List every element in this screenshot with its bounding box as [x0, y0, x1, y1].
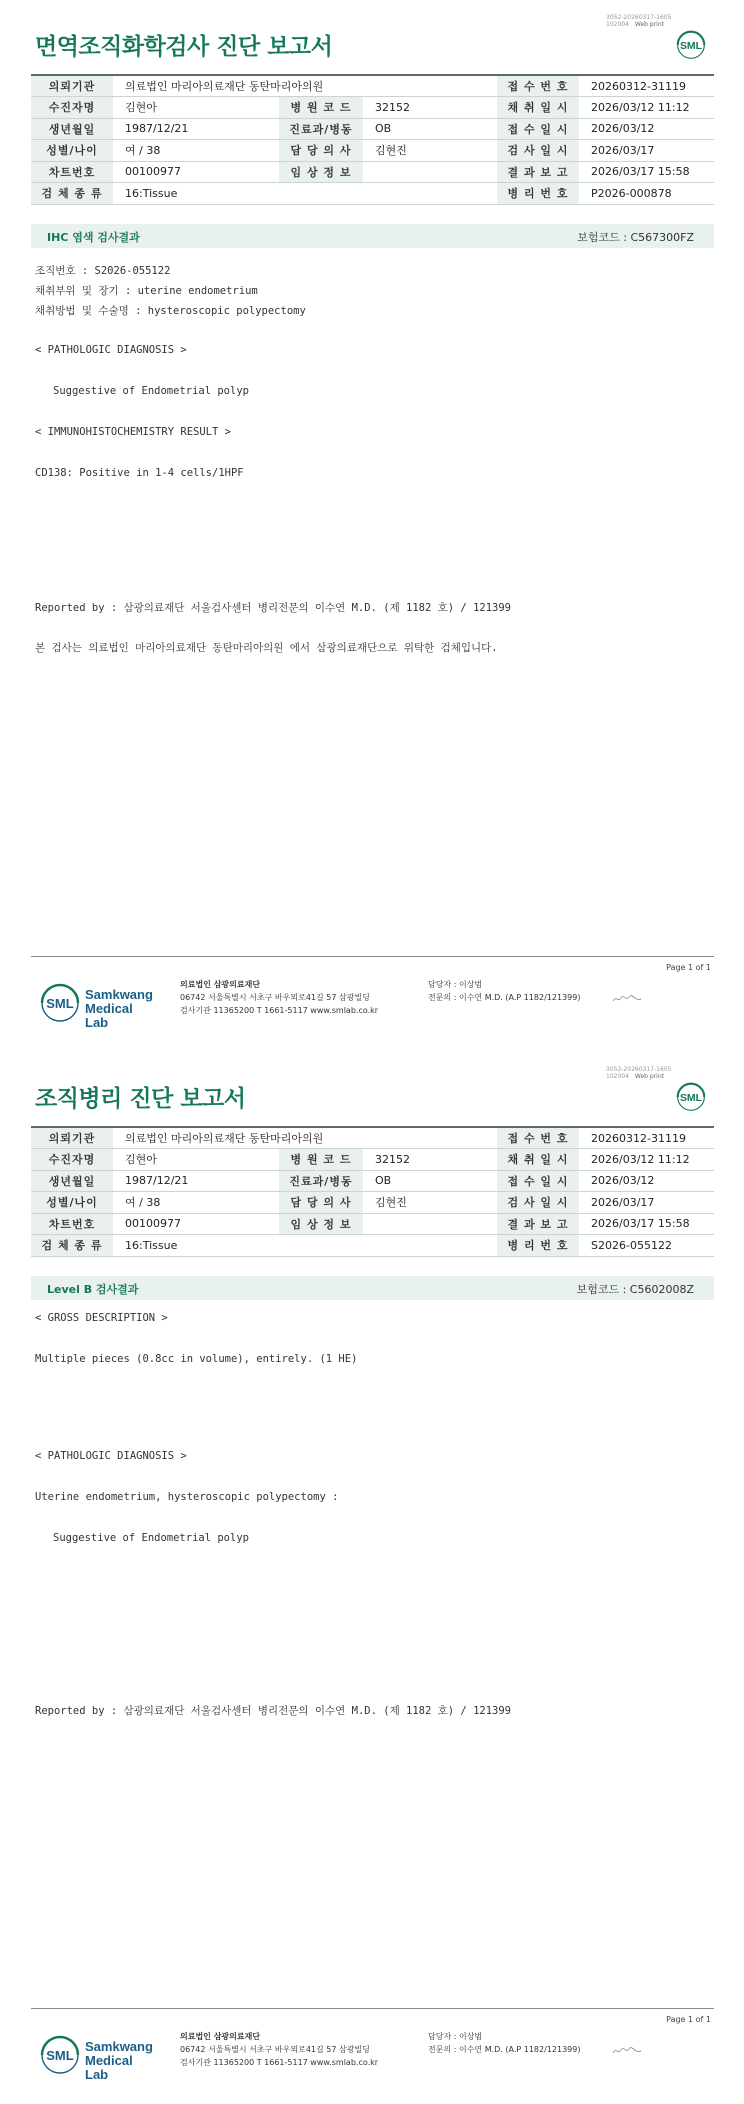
value-path-no: P2026-000878	[579, 183, 714, 205]
gross-description: Multiple pieces (0.8cc in volume), entirely. (1 HE)	[35, 1353, 358, 1365]
value-collect-datetime: 2026/03/12 11:12	[579, 97, 714, 119]
page-number: Page 1 of 1	[666, 963, 711, 972]
table-row	[31, 1149, 714, 1171]
label-report-datetime: 결 과 보 고	[497, 161, 579, 183]
footer-address: 06742 서울특별시 서초구 바우뫼로41길 57 삼광빌딩	[180, 2045, 370, 2054]
table-row	[31, 75, 714, 97]
label-client: 의뢰기관	[31, 1127, 113, 1149]
patient-info-table	[31, 74, 714, 205]
value-report-datetime: 2026/03/17 15:58	[579, 1213, 714, 1235]
label-clinical: 임 상 정 보	[279, 161, 363, 183]
stamp-line2: 102004	[606, 1073, 629, 1080]
reported-by: Reported by : 삼광의료재단 서울검사센터 병리전문의 이수연 M.D. (제 1182 호) / 121399	[35, 1705, 512, 1717]
label-dob: 생년월일	[31, 118, 113, 140]
signature-icon	[612, 2046, 642, 2056]
label-sex-age: 성별/나이	[31, 140, 113, 162]
table-row	[31, 1235, 714, 1257]
label-specimen: 검 체 종 류	[31, 183, 113, 205]
stamp-line1: 3052-20260317-1605	[606, 1066, 672, 1073]
logo-name-line1: Samkwang	[85, 2039, 153, 2054]
value-sex-age: 여 / 38	[113, 140, 279, 162]
table-row	[31, 183, 714, 205]
value-patient: 김현아	[113, 1149, 279, 1171]
insurance-code: 보험코드 : C567300FZ	[577, 231, 694, 244]
table-row	[31, 140, 714, 162]
value-clinical	[363, 161, 497, 183]
diagnosis-text: Suggestive of Endometrial polyp	[53, 1532, 249, 1544]
label-hospital-code: 병 원 코 드	[279, 1149, 363, 1171]
value-specimen: 16:Tissue	[113, 183, 497, 205]
section-title: IHC 염색 검사결과	[47, 231, 140, 244]
value-patient: 김현아	[113, 97, 279, 119]
diagnosis-heading: < PATHOLOGIC DIAGNOSIS >	[35, 344, 187, 356]
value-dept: OB	[363, 118, 497, 140]
label-exam-date: 검 사 일 시	[497, 140, 579, 162]
label-doctor: 담 당 의 사	[279, 140, 363, 162]
web-print-label: Web print	[634, 21, 664, 28]
value-dept: OB	[363, 1170, 497, 1192]
label-receive-datetime: 접 수 일 시	[497, 1170, 579, 1192]
patient-info-table	[31, 1126, 714, 1257]
footer-divider	[31, 2008, 714, 2009]
logo-mark-text: SML	[679, 1092, 703, 1104]
value-hospital-code: 32152	[363, 97, 497, 119]
label-sex-age: 성별/나이	[31, 1192, 113, 1214]
stamp-line1: 3052-20260317-1605	[606, 14, 672, 21]
report-title: 면역조직화학검사 진단 보고서	[35, 34, 333, 60]
table-row	[31, 161, 714, 183]
logo-mark-text: SML	[679, 40, 703, 52]
table-row	[31, 97, 714, 119]
page-number: Page 1 of 1	[666, 2015, 711, 2024]
label-hospital-code: 병 원 코 드	[279, 97, 363, 119]
footer-divider	[31, 956, 714, 957]
value-receive-datetime: 2026/03/12	[579, 118, 714, 140]
footer-staff-info	[428, 978, 580, 1004]
result-section-bar	[31, 224, 714, 248]
diagnosis-site: Uterine endometrium, hysteroscopic polypectomy :	[35, 1491, 339, 1503]
footer-logo-mark: SML	[46, 2048, 74, 2063]
value-report-datetime: 2026/03/17 15:58	[579, 161, 714, 183]
label-collect-datetime: 채 취 일 시	[497, 1149, 579, 1171]
value-chart: 00100977	[113, 1213, 279, 1235]
value-dob: 1987/12/21	[113, 118, 279, 140]
value-client: 의료법인 마리아의료재단 동탄마리아의원	[113, 75, 497, 97]
collection-site: 채취부위 및 장기 : uterine endometrium	[35, 285, 258, 297]
label-dept: 진료과/병동	[279, 1170, 363, 1192]
label-receive-datetime: 접 수 일 시	[497, 118, 579, 140]
signature-icon	[612, 994, 642, 1004]
value-specimen: 16:Tissue	[113, 1235, 497, 1257]
table-row	[31, 1192, 714, 1214]
value-dob: 1987/12/21	[113, 1170, 279, 1192]
label-patient: 수진자명	[31, 97, 113, 119]
print-stamp	[606, 1066, 671, 1080]
label-dept: 진료과/병동	[279, 118, 363, 140]
value-doctor: 김현진	[363, 1192, 497, 1214]
print-stamp	[606, 14, 671, 28]
label-path-no: 병 리 번 호	[497, 1235, 579, 1257]
sml-logo-icon	[672, 26, 710, 64]
label-exam-date: 검 사 일 시	[497, 1192, 579, 1214]
footer-org-name: 의료법인 삼광의료재단	[180, 980, 261, 989]
tissue-number: 조직번호 : S2026-055122	[35, 265, 171, 277]
gross-heading: < GROSS DESCRIPTION >	[35, 1312, 168, 1324]
footer-license-tel: 검사기관 11365200 T 1661-5117 www.smlab.co.kr	[180, 1006, 379, 1015]
label-clinical: 임 상 정 보	[279, 1213, 363, 1235]
consignment-note: 본 검사는 의료법인 마리아의료재단 동탄마리아의원 에서 삼광의료재단으로 위탁한 검체입니다.	[35, 642, 498, 654]
reported-by: Reported by : 삼광의료재단 서울검사센터 병리전문의 이수연 M.D. (제 1182 호) / 121399	[35, 602, 512, 614]
label-client: 의뢰기관	[31, 75, 113, 97]
footer-manager: 담당자 : 이상범	[428, 980, 483, 989]
footer-specialist: 전문의 : 이수연 M.D. (A.P 1182/121399)	[428, 993, 581, 1002]
report-title: 조직병리 진단 보고서	[35, 1086, 246, 1112]
cd138-result: CD138: Positive in 1-4 cells/1HPF	[35, 467, 244, 479]
samkwang-logo-icon	[37, 2032, 83, 2078]
value-path-no: S2026-055122	[579, 1235, 714, 1257]
diagnosis-text: Suggestive of Endometrial polyp	[53, 385, 249, 397]
label-report-datetime: 결 과 보 고	[497, 1213, 579, 1235]
samkwang-logo	[37, 980, 157, 1030]
value-sex-age: 여 / 38	[113, 1192, 279, 1214]
table-row	[31, 1213, 714, 1235]
report-page-histopathology	[0, 1052, 744, 2104]
label-chart: 차트번호	[31, 1213, 113, 1235]
diagnosis-heading: < PATHOLOGIC DIAGNOSIS >	[35, 1450, 187, 1462]
value-accession: 20260312-31119	[579, 1127, 714, 1149]
label-path-no: 병 리 번 호	[497, 183, 579, 205]
value-clinical	[363, 1213, 497, 1235]
footer-license-tel: 검사기관 11365200 T 1661-5117 www.smlab.co.kr	[180, 2058, 379, 2067]
insurance-code: 보험코드 : C5602008Z	[576, 1283, 694, 1296]
samkwang-logo-icon	[37, 980, 83, 1026]
footer-org-info	[180, 2030, 378, 2069]
table-row	[31, 1127, 714, 1149]
footer-org-info	[180, 978, 378, 1017]
value-exam-date: 2026/03/17	[579, 140, 714, 162]
label-accession: 접 수 번 호	[497, 75, 579, 97]
logo-name-line2: Medical Lab	[85, 2053, 133, 2082]
web-print-label: Web print	[634, 1073, 664, 1080]
value-exam-date: 2026/03/17	[579, 1192, 714, 1214]
value-doctor: 김현진	[363, 140, 497, 162]
stamp-line2: 102004	[606, 21, 629, 28]
label-accession: 접 수 번 호	[497, 1127, 579, 1149]
footer-staff-info	[428, 2030, 580, 2056]
value-accession: 20260312-31119	[579, 75, 714, 97]
label-collect-datetime: 채 취 일 시	[497, 97, 579, 119]
label-dob: 생년월일	[31, 1170, 113, 1192]
collection-method: 채취방법 및 수술명 : hysteroscopic polypectomy	[35, 305, 306, 317]
logo-name-line2: Medical Lab	[85, 1001, 133, 1030]
value-hospital-code: 32152	[363, 1149, 497, 1171]
value-chart: 00100977	[113, 161, 279, 183]
value-client: 의료법인 마리아의료재단 동탄마리아의원	[113, 1127, 497, 1149]
label-doctor: 담 당 의 사	[279, 1192, 363, 1214]
label-specimen: 검 체 종 류	[31, 1235, 113, 1257]
table-row	[31, 118, 714, 140]
footer-address: 06742 서울특별시 서초구 바우뫼로41길 57 삼광빌딩	[180, 993, 370, 1002]
result-section-bar	[31, 1276, 714, 1300]
logo-name-line1: Samkwang	[85, 987, 153, 1002]
samkwang-logo	[37, 2032, 157, 2082]
value-collect-datetime: 2026/03/12 11:12	[579, 1149, 714, 1171]
label-patient: 수진자명	[31, 1149, 113, 1171]
footer-logo-mark: SML	[46, 996, 74, 1011]
value-receive-datetime: 2026/03/12	[579, 1170, 714, 1192]
footer-specialist: 전문의 : 이수연 M.D. (A.P 1182/121399)	[428, 2045, 581, 2054]
section-title: Level B 검사결과	[47, 1283, 139, 1296]
ihc-heading: < IMMUNOHISTOCHEMISTRY RESULT >	[35, 426, 231, 438]
footer-manager: 담당자 : 이상범	[428, 2032, 483, 2041]
sml-logo-icon	[672, 1078, 710, 1116]
table-row	[31, 1170, 714, 1192]
footer-org-name: 의료법인 삼광의료재단	[180, 2032, 261, 2041]
label-chart: 차트번호	[31, 161, 113, 183]
